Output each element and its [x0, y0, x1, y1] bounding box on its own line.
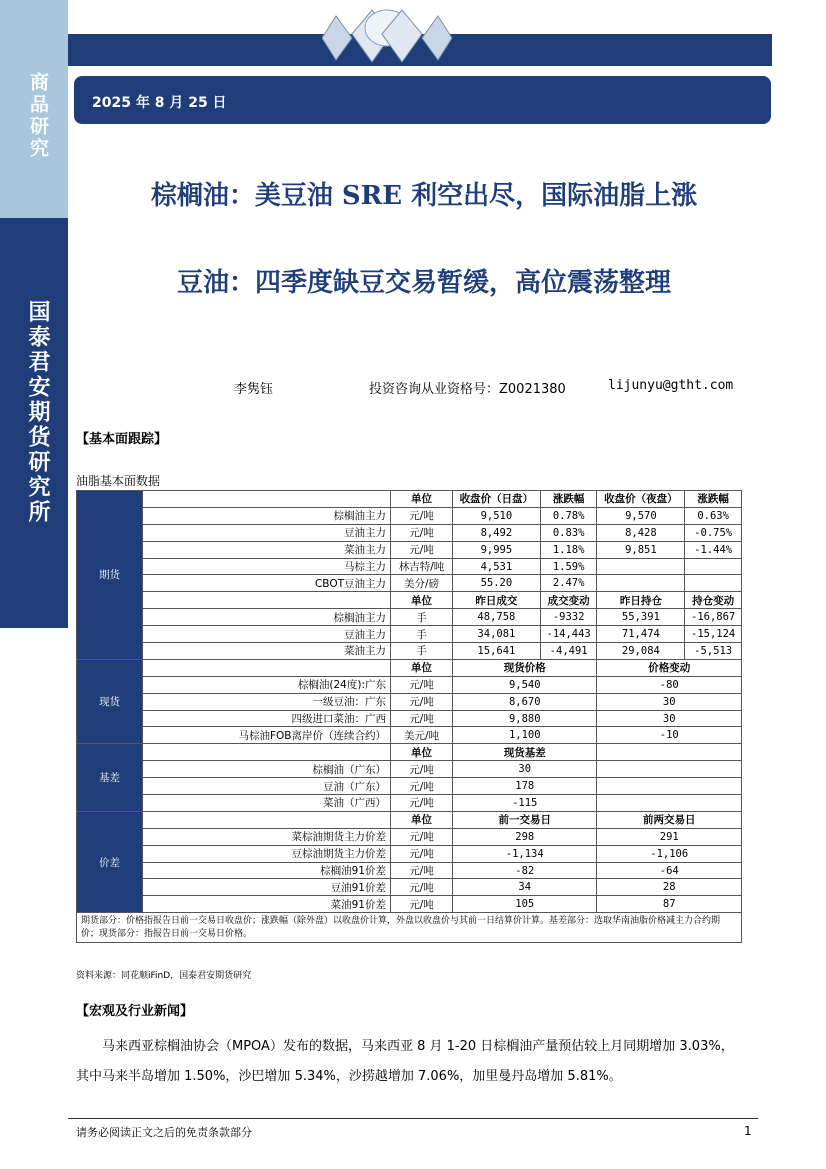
value-cell: 0.83%	[540, 524, 597, 541]
table-cell	[143, 592, 391, 609]
unit-cell: 元/吨	[391, 879, 453, 896]
section-heading-news: 【宏观及行业新闻】	[76, 1004, 194, 1019]
value-cell: 55,391	[597, 609, 685, 626]
table-cell	[143, 491, 391, 508]
value-cell: 15,641	[453, 643, 541, 660]
table-header-row	[77, 659, 742, 676]
value-cell: 298	[453, 828, 597, 845]
table-row	[77, 879, 742, 896]
row-label: 马棕油FOB离岸价（连续合约）	[143, 727, 391, 744]
table-row	[77, 558, 742, 575]
row-label: 马棕主力	[143, 558, 391, 575]
table-row	[77, 609, 742, 626]
table-row	[77, 626, 742, 643]
table-header-row	[77, 491, 742, 508]
author-license: 投资咨询从业资格号：Z0021380	[369, 382, 566, 397]
value-cell: -1,134	[453, 845, 597, 862]
value-cell: 9,851	[597, 541, 685, 558]
table-header-cell: 收盘价（日盘）	[453, 491, 541, 508]
row-label: 豆油主力	[143, 626, 391, 643]
value-cell: 0.78%	[540, 507, 597, 524]
table-row	[77, 524, 742, 541]
unit-cell: 美分/磅	[391, 575, 453, 592]
value-cell: 30	[597, 693, 742, 710]
row-label: 棕榈油(24度):广东	[143, 676, 391, 693]
row-label: 菜棕油期货主力价差	[143, 828, 391, 845]
table-cell	[143, 811, 391, 828]
row-label: CBOT豆油主力	[143, 575, 391, 592]
row-label: 菜油（广西）	[143, 795, 391, 812]
value-cell: -4,491	[540, 643, 597, 660]
value-cell: -10	[597, 727, 742, 744]
value-cell: 1.18%	[540, 541, 597, 558]
unit-cell: 手	[391, 609, 453, 626]
row-label: 棕榈油（广东）	[143, 761, 391, 778]
table-header-row	[77, 592, 742, 609]
unit-cell: 元/吨	[391, 795, 453, 812]
value-cell: 2.47%	[540, 575, 597, 592]
table-row	[77, 845, 742, 862]
value-cell: -14,443	[540, 626, 597, 643]
row-label: 四级进口菜油：广西	[143, 710, 391, 727]
section-heading-fundamentals: 【基本面跟踪】	[76, 432, 168, 447]
footer-divider	[68, 1118, 758, 1119]
table-header-cell: 单位	[391, 491, 453, 508]
value-cell	[685, 575, 742, 592]
table-row	[77, 676, 742, 693]
row-label: 菜油91价差	[143, 896, 391, 913]
value-cell: 71,474	[597, 626, 685, 643]
unit-cell: 元/吨	[391, 862, 453, 879]
unit-cell: 元/吨	[391, 896, 453, 913]
unit-cell: 元/吨	[391, 761, 453, 778]
table-row	[77, 727, 742, 744]
row-label: 豆油主力	[143, 524, 391, 541]
unit-cell: 元/吨	[391, 693, 453, 710]
author-email: lijunyu@gtht.com	[608, 378, 734, 393]
table-row	[77, 507, 742, 524]
value-cell: 30	[597, 710, 742, 727]
value-cell: -15,124	[685, 626, 742, 643]
value-cell: 8,492	[453, 524, 541, 541]
unit-cell: 手	[391, 626, 453, 643]
table-header-cell: 单位	[391, 744, 453, 761]
table-row	[77, 761, 742, 778]
table-note: 期货部分：价格指报告日前一交易日收盘价；涨跌幅（除外盘）以收盘价计算，外盘以收盘价与其前一日结算价计算。基差部分：选取华南油脂价格减主力合约期价；现货部分：指报告日前一交易日价格。	[77, 913, 742, 943]
value-cell: -64	[597, 862, 742, 879]
unit-cell: 元/吨	[391, 845, 453, 862]
table-row	[77, 896, 742, 913]
sidebar-category-label: 商品研究	[27, 72, 49, 160]
value-cell	[597, 558, 685, 575]
row-label: 菜油主力	[143, 643, 391, 660]
table-row	[77, 643, 742, 660]
sidebar-company-label: 国泰君安期货研究所	[25, 300, 51, 525]
table-cell	[143, 659, 391, 676]
value-cell: -0.75%	[685, 524, 742, 541]
table-row	[77, 828, 742, 845]
table-header-cell: 昨日持仓	[597, 592, 685, 609]
value-cell: 9,880	[453, 710, 597, 727]
row-label: 菜油主力	[143, 541, 391, 558]
value-cell: 9,570	[597, 507, 685, 524]
value-cell: 28	[597, 879, 742, 896]
category-cell-spot: 现货	[77, 659, 143, 743]
value-cell: 55.20	[453, 575, 541, 592]
table-header-cell: 成交变动	[540, 592, 597, 609]
row-label: 棕榈油主力	[143, 609, 391, 626]
value-cell: 34	[453, 879, 597, 896]
table-header-cell: 单位	[391, 811, 453, 828]
main-title: 棕榈油：美豆油 SRE 利空出尽，国际油脂上涨	[150, 181, 698, 211]
value-cell: -1.44%	[685, 541, 742, 558]
sub-title: 豆油：四季度缺豆交易暂缓，高位震荡整理	[176, 268, 671, 298]
row-label: 豆棕油期货主力价差	[143, 845, 391, 862]
table-row	[77, 575, 742, 592]
unit-cell: 元/吨	[391, 828, 453, 845]
table-header-cell: 持仓变动	[685, 592, 742, 609]
table-header-cell: 单位	[391, 659, 453, 676]
table-row	[77, 693, 742, 710]
value-cell: 178	[453, 778, 597, 795]
table-header-cell: 涨跌幅	[685, 491, 742, 508]
table-cell	[597, 778, 742, 795]
value-cell: -80	[597, 676, 742, 693]
data-source: 资料来源：同花顺iFinD，国泰君安期货研究	[76, 971, 252, 981]
table-row	[77, 862, 742, 879]
table-header-cell: 收盘价（夜盘）	[597, 491, 685, 508]
unit-cell: 元/吨	[391, 676, 453, 693]
table-note-row	[77, 913, 742, 943]
table-header-cell: 现货基差	[453, 744, 597, 761]
table-cell	[597, 795, 742, 812]
unit-cell: 林吉特/吨	[391, 558, 453, 575]
report-date: 2025 年 8 月 25 日	[92, 95, 227, 111]
value-cell: 105	[453, 896, 597, 913]
row-label: 一级豆油：广东	[143, 693, 391, 710]
value-cell: 0.63%	[685, 507, 742, 524]
row-label: 豆油（广东）	[143, 778, 391, 795]
table-row	[77, 541, 742, 558]
value-cell: 9,995	[453, 541, 541, 558]
value-cell: 1.59%	[540, 558, 597, 575]
author-name: 李隽钰	[234, 382, 274, 397]
table-cell	[597, 744, 742, 761]
value-cell: 4,531	[453, 558, 541, 575]
table-row	[77, 778, 742, 795]
table-cell	[143, 744, 391, 761]
value-cell: 87	[597, 896, 742, 913]
value-cell: -1,106	[597, 845, 742, 862]
unit-cell: 元/吨	[391, 524, 453, 541]
table-caption: 油脂基本面数据	[76, 474, 161, 488]
value-cell: 30	[453, 761, 597, 778]
value-cell: 8,428	[597, 524, 685, 541]
table-header-cell: 单位	[391, 592, 453, 609]
value-cell: -115	[453, 795, 597, 812]
value-cell: 34,081	[453, 626, 541, 643]
diamond-logo-icon	[322, 4, 452, 64]
unit-cell: 手	[391, 643, 453, 660]
row-label: 棕榈油主力	[143, 507, 391, 524]
value-cell: -9332	[540, 609, 597, 626]
unit-cell: 元/吨	[391, 507, 453, 524]
table-row	[77, 710, 742, 727]
value-cell: -82	[453, 862, 597, 879]
table-cell	[597, 761, 742, 778]
category-cell-futures: 期货	[77, 491, 143, 660]
table-header-cell: 涨跌幅	[540, 491, 597, 508]
value-cell: 9,540	[453, 676, 597, 693]
unit-cell: 元/吨	[391, 778, 453, 795]
row-label: 棕榈油91价差	[143, 862, 391, 879]
value-cell	[685, 558, 742, 575]
category-cell-basis: 基差	[77, 744, 143, 812]
value-cell	[597, 575, 685, 592]
value-cell: 29,084	[597, 643, 685, 660]
page-number: 1	[744, 1124, 752, 1138]
table-header-cell: 前一交易日	[453, 811, 597, 828]
value-cell: -16,867	[685, 609, 742, 626]
unit-cell: 元/吨	[391, 541, 453, 558]
table-header-cell: 现货价格	[453, 659, 597, 676]
news-paragraph: 马来西亚棕榈油协会（MPOA）发布的数据，马来西亚 8 月 1-20 日棕榈油产量预估较上月同期增加 3.03%，其中马来半岛增加 1.50%，沙巴增加 5.34%，沙捞越增加 7.06%，加里曼丹岛增加 5.81%。	[76, 1039, 734, 1084]
value-cell: 9,510	[453, 507, 541, 524]
table-row	[77, 795, 742, 812]
table-header-row	[77, 744, 742, 761]
table-header-cell: 价格变动	[597, 659, 742, 676]
footer-disclaimer: 请务必阅读正文之后的免责条款部分	[76, 1126, 252, 1139]
table-header-cell: 昨日成交	[453, 592, 541, 609]
unit-cell: 元/吨	[391, 710, 453, 727]
value-cell: 8,670	[453, 693, 597, 710]
table-header-row	[77, 811, 742, 828]
fundamentals-table	[76, 490, 742, 943]
unit-cell: 美元/吨	[391, 727, 453, 744]
row-label: 豆油91价差	[143, 879, 391, 896]
value-cell: 48,758	[453, 609, 541, 626]
value-cell: -5,513	[685, 643, 742, 660]
value-cell: 1,100	[453, 727, 597, 744]
category-cell-spread: 价差	[77, 811, 143, 912]
value-cell: 291	[597, 828, 742, 845]
table-header-cell: 前两交易日	[597, 811, 742, 828]
